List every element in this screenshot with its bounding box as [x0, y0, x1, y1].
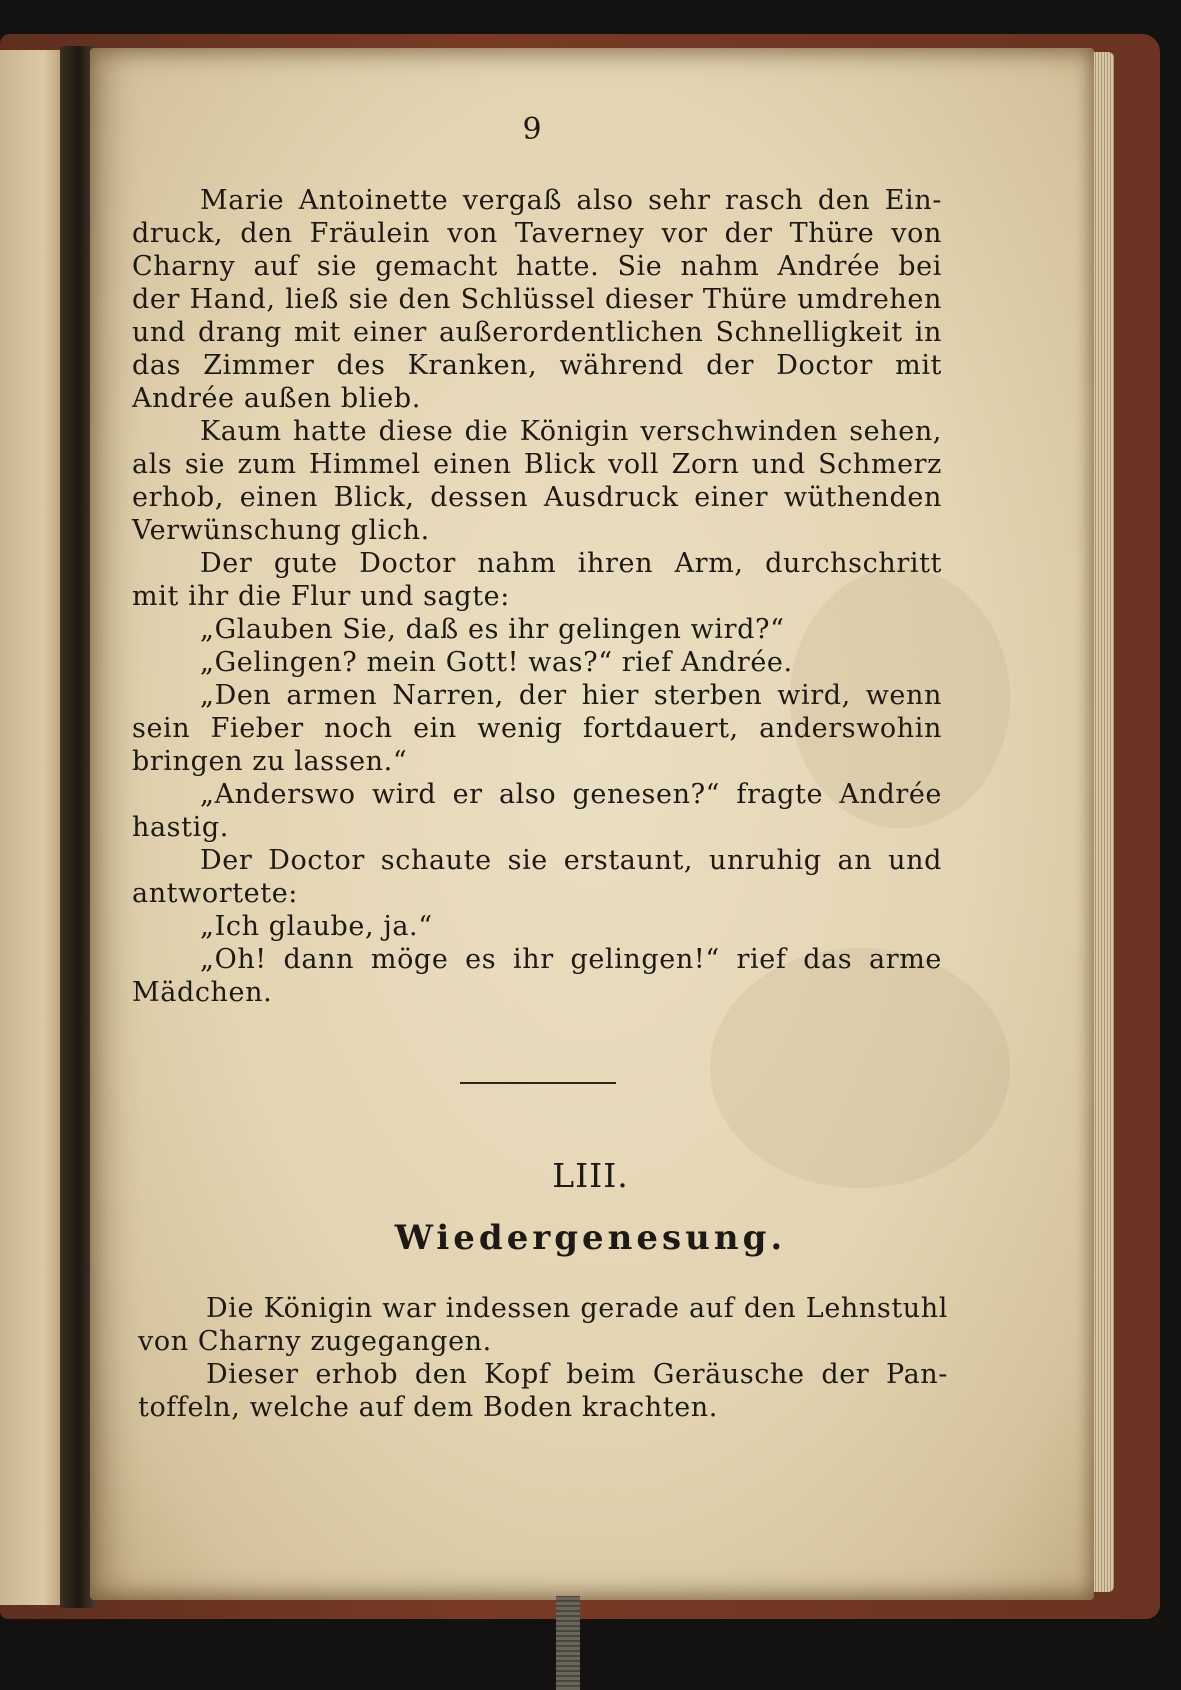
chapter-title: Wiedergenesung. — [394, 1218, 787, 1258]
page-number: 9 — [522, 112, 542, 147]
text-line: der Hand, ließ sie den Schlüssel dieser Thüre umdrehen — [132, 284, 942, 315]
text-line: von Charny zugegangen. — [138, 1326, 492, 1357]
text-line: und drang mit einer außerordentlichen Schnelligkeit in — [132, 317, 942, 348]
chapter-number: LIII. — [552, 1156, 629, 1195]
text-line: Verwünschung glich. — [132, 515, 430, 546]
text-line: „Ich glaube, ja.“ — [200, 911, 433, 942]
text-line: bringen zu lassen.“ — [132, 746, 408, 777]
text-line: „Gelingen? mein Gott! was?“ rief Andrée. — [200, 647, 793, 678]
text-line: antwortete: — [132, 878, 298, 909]
text-line: „Glauben Sie, daß es ihr gelingen wird?“ — [200, 614, 785, 645]
text-line: Andrée außen blieb. — [132, 383, 421, 414]
section-divider — [460, 1082, 616, 1084]
text-line: Der gute Doctor nahm ihren Arm, durchschritt — [200, 548, 942, 579]
text-line: „Anderswo wird er also genesen?“ fragte Andrée — [200, 779, 942, 810]
text-line: Marie Antoinette vergaß also sehr rasch den Ein- — [200, 185, 942, 216]
body-text-bottom — [138, 1292, 948, 1424]
text-line: das Zimmer des Kranken, während der Doctor mit — [132, 350, 942, 381]
bookmark-ribbon — [556, 1596, 580, 1690]
text-line: sein Fieber noch ein wenig fortdauert, anderswohin — [132, 713, 942, 744]
text-line: hastig. — [132, 812, 229, 843]
text-line: „Oh! dann möge es ihr gelingen!“ rief das arme — [200, 944, 942, 975]
body-text-top — [132, 184, 942, 1009]
text-line: Charny auf sie gemacht hatte. Sie nahm Andrée bei — [132, 251, 942, 282]
text-line: Der Doctor schaute sie erstaunt, unruhig an und — [200, 845, 942, 876]
text-line: toffeln, welche auf dem Boden krachten. — [138, 1392, 718, 1423]
text-line: Dieser erhob den Kopf beim Geräusche der Pan- — [206, 1359, 948, 1390]
text-line: Die Königin war indessen gerade auf den Lehnstuhl — [206, 1293, 948, 1324]
text-line: Mädchen. — [132, 977, 273, 1008]
text-line: mit ihr die Flur und sagte: — [132, 581, 510, 612]
text-line: erhob, einen Blick, dessen Ausdruck einer wüthenden — [132, 482, 942, 513]
text-line: „Den armen Narren, der hier sterben wird, wenn — [200, 680, 942, 711]
text-line: als sie zum Himmel einen Blick voll Zorn und Schmerz — [132, 449, 942, 480]
text-line: Kaum hatte diese die Königin verschwinden sehen, — [200, 416, 942, 447]
text-line: druck, den Fräulein von Taverney vor der Thüre von — [132, 218, 942, 249]
